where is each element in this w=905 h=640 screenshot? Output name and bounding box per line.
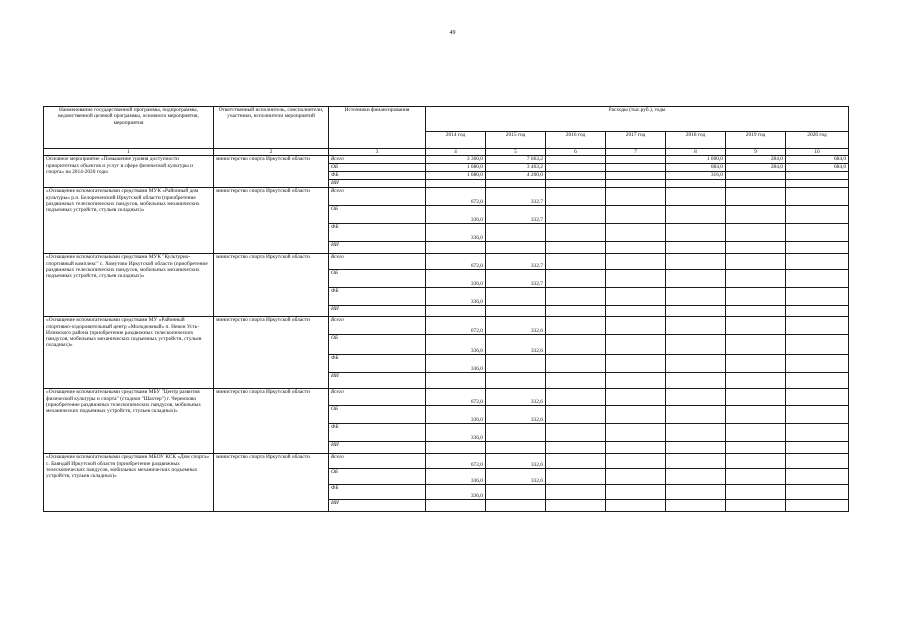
expense-value	[726, 270, 786, 288]
expense-value	[606, 500, 666, 512]
expense-value: 672,0	[426, 188, 486, 206]
expense-value	[666, 424, 726, 442]
header-executor: Ответственный исполнитель, соисполнители, участники, исполнители мероприятий	[214, 107, 329, 149]
funding-source: ОБ	[329, 469, 426, 485]
funding-source: ФБ	[329, 224, 426, 242]
funding-source: ИИ	[329, 242, 426, 254]
activity-executor: министерство спорта Иркутской области	[214, 454, 329, 512]
expense-value: 336,0	[426, 469, 486, 485]
expense-value: 336,0	[426, 406, 486, 424]
expense-value	[666, 242, 726, 254]
expense-value	[606, 172, 666, 180]
expense-value	[546, 224, 606, 242]
expense-value: 7 663,2	[486, 156, 546, 164]
expense-value	[726, 335, 786, 355]
activity-name: «Оснащение вспомогательными средствами МУК "Культурно-спортивный комплекс" с. Хомутово Иркутской области (приобретение раздвижных телескопических пандусов, мобильных механических подъемных устройств, стульев складных)»	[44, 254, 214, 317]
column-number: 6	[546, 149, 606, 156]
activity-executor: министерство спорта Иркутской области	[214, 156, 329, 188]
activity-executor: министерство спорта Иркутской области	[214, 317, 329, 389]
expense-value	[486, 242, 546, 254]
expense-value: 3 360,0	[426, 156, 486, 164]
expense-value	[546, 156, 606, 164]
expense-value: 332,6	[486, 454, 546, 469]
funding-source: ФБ	[329, 424, 426, 442]
expense-value: 336,0	[426, 355, 486, 373]
expense-value: 332,6	[486, 406, 546, 424]
expense-value	[486, 424, 546, 442]
activity-executor: министерство спорта Иркутской области	[214, 389, 329, 454]
funding-source: ОБ	[329, 270, 426, 288]
funding-source: Всего	[329, 454, 426, 469]
expense-value: 332,6	[486, 389, 546, 406]
expense-value	[426, 373, 486, 389]
expense-value	[486, 224, 546, 242]
expense-value	[426, 306, 486, 317]
funding-source: ОБ	[329, 206, 426, 224]
expense-value	[786, 317, 849, 335]
expense-value	[606, 206, 666, 224]
expense-value	[546, 206, 606, 224]
activity-name: «Оснащение вспомогательными средствами МУК «Районный дом культуры» р.п. Белореченский Иркутской области (приобретение раздвижных телескопических пандусов, мобильных механических подъемных устройств, стульев складных)»	[44, 188, 214, 254]
funding-source: ФБ	[329, 288, 426, 306]
expense-value	[606, 242, 666, 254]
expense-value	[666, 406, 726, 424]
activity-executor: министерство спорта Иркутской области	[214, 254, 329, 317]
expense-value: 672,0	[426, 454, 486, 469]
expense-value	[546, 254, 606, 270]
expense-value: 1 000,0	[666, 156, 726, 164]
column-number: 3	[329, 149, 426, 156]
expense-value	[486, 500, 546, 512]
expense-value	[786, 335, 849, 355]
expense-value	[726, 306, 786, 317]
expense-value	[546, 485, 606, 500]
expense-value	[786, 180, 849, 188]
expense-value	[426, 242, 486, 254]
expense-value	[546, 469, 606, 485]
expense-value: 336,0	[426, 206, 486, 224]
expense-value	[786, 389, 849, 406]
funding-source: Всего	[329, 317, 426, 335]
column-number: 2	[214, 149, 329, 156]
expense-value: 672,0	[426, 317, 486, 335]
column-number: 8	[666, 149, 726, 156]
expense-value	[606, 188, 666, 206]
expense-value	[666, 485, 726, 500]
expense-value	[546, 188, 606, 206]
expense-value	[486, 373, 546, 389]
header-year: 2019 год	[726, 132, 786, 149]
funding-source: ОБ	[329, 406, 426, 424]
expense-value	[726, 389, 786, 406]
activity-name: «Оснащение вспомогательными средствами МУ «Районный спортивно-оздоровительный центр «Молодежный» п. Невон Усть-Илимского района (приобретение раздвижных телескопических пандусов, мобильных механических подъемных устройств, стульев складных)»	[44, 317, 214, 389]
funding-source: ИИ	[329, 180, 426, 188]
expense-value: 336,0	[426, 288, 486, 306]
expense-value	[606, 469, 666, 485]
activity-executor: министерство спорта Иркутской области	[214, 188, 329, 254]
expense-value	[606, 389, 666, 406]
expense-value	[726, 424, 786, 442]
activity-name: Основное мероприятие «Повышение уровня доступности приоритетных объектов и услуг в сфере физической культуры и спорта» на 2014-2020 годы	[44, 156, 214, 188]
expense-value	[546, 454, 606, 469]
expense-value	[486, 355, 546, 373]
expense-value	[546, 172, 606, 180]
column-number: 9	[726, 149, 786, 156]
expense-value	[786, 500, 849, 512]
expense-value	[546, 355, 606, 373]
expense-value: 3 463,2	[486, 164, 546, 172]
expense-value	[546, 164, 606, 172]
expense-value	[666, 180, 726, 188]
expense-value	[606, 180, 666, 188]
expense-value	[666, 270, 726, 288]
expense-value	[666, 224, 726, 242]
expense-value	[666, 335, 726, 355]
expense-value	[726, 373, 786, 389]
expense-value	[486, 306, 546, 317]
expense-value	[666, 442, 726, 454]
expense-value	[486, 485, 546, 500]
expense-value	[546, 288, 606, 306]
table-row	[44, 317, 849, 335]
expense-value	[666, 254, 726, 270]
expense-value	[426, 500, 486, 512]
expense-value	[726, 188, 786, 206]
expense-value	[486, 180, 546, 188]
table-row	[44, 389, 849, 406]
expense-value	[726, 172, 786, 180]
expense-value: 1 680,0	[426, 164, 486, 172]
expense-value	[786, 306, 849, 317]
expense-value	[786, 469, 849, 485]
expense-value	[726, 317, 786, 335]
expense-value	[666, 206, 726, 224]
expense-value	[606, 270, 666, 288]
expense-value	[786, 485, 849, 500]
header-year: 2017 год	[606, 132, 666, 149]
expense-value: 316,0	[666, 172, 726, 180]
expense-value: 336,0	[426, 270, 486, 288]
expense-value	[546, 317, 606, 335]
column-number: 5	[486, 149, 546, 156]
expense-value	[666, 454, 726, 469]
expense-value	[786, 355, 849, 373]
expense-value	[546, 424, 606, 442]
table-row	[44, 454, 849, 469]
expense-value: 332,7	[486, 188, 546, 206]
expense-value	[666, 469, 726, 485]
expense-value	[786, 242, 849, 254]
expense-value	[606, 288, 666, 306]
expense-value: 284,0	[726, 164, 786, 172]
expense-value: 332,6	[486, 317, 546, 335]
expense-value	[666, 288, 726, 306]
expense-value	[426, 442, 486, 454]
expense-value	[786, 172, 849, 180]
header-name: Наименование государственной программы, подпрограммы, ведомственной целевой программы, основного мероприятия, мероприятия	[44, 107, 214, 149]
column-number: 4	[426, 149, 486, 156]
funding-source: Всего	[329, 389, 426, 406]
expense-value	[546, 406, 606, 424]
expense-value	[726, 180, 786, 188]
expense-value	[666, 355, 726, 373]
header-year: 2018 год	[666, 132, 726, 149]
expense-value	[606, 254, 666, 270]
expense-value: 336,0	[426, 424, 486, 442]
expense-value	[786, 270, 849, 288]
expense-value	[666, 500, 726, 512]
expense-value	[546, 180, 606, 188]
column-number: 10	[786, 149, 849, 156]
expense-value	[486, 442, 546, 454]
expense-value	[786, 288, 849, 306]
expense-value	[546, 500, 606, 512]
expense-value	[726, 224, 786, 242]
expense-value: 332,6	[486, 335, 546, 355]
expense-value	[606, 454, 666, 469]
expense-value: 672,0	[426, 389, 486, 406]
funding-source: ИИ	[329, 442, 426, 454]
expense-value	[606, 335, 666, 355]
budget-table	[43, 106, 849, 512]
expense-value	[486, 288, 546, 306]
expense-value	[726, 254, 786, 270]
funding-source: ИИ	[329, 373, 426, 389]
expense-value: 284,0	[726, 156, 786, 164]
expense-value	[606, 224, 666, 242]
header-year: 2015 год	[486, 132, 546, 149]
page-number: 49	[449, 30, 456, 36]
header-source: Источники финансирования	[329, 107, 426, 149]
column-number: 1	[44, 149, 214, 156]
expense-value: 336,0	[426, 335, 486, 355]
header-year: 2014 год	[426, 132, 486, 149]
expense-value	[546, 242, 606, 254]
expense-value	[726, 406, 786, 424]
header-year: 2020 год	[786, 132, 849, 149]
expense-value	[666, 373, 726, 389]
expense-value: 332,7	[486, 254, 546, 270]
expense-value	[606, 306, 666, 317]
expense-value	[726, 288, 786, 306]
expense-value	[786, 224, 849, 242]
funding-source: ИИ	[329, 306, 426, 317]
expense-value	[726, 500, 786, 512]
expense-value: 684,0	[786, 156, 849, 164]
funding-source: Всего	[329, 254, 426, 270]
expense-value	[666, 306, 726, 317]
expense-value: 332,6	[486, 469, 546, 485]
activity-name: «Оснащение вспомогательными средствами МБУ "Центр развития физической культуры и спорта" (стадион "Шахтер") г. Черемхово (приобретение раздвижных телескопических пандусов, мобильных механических подъемных устройств, стульев складных)»	[44, 389, 214, 454]
funding-source: ФБ	[329, 485, 426, 500]
expense-value	[546, 335, 606, 355]
expense-value: 684,0	[786, 164, 849, 172]
expense-value: 4 200,0	[486, 172, 546, 180]
expense-value	[726, 454, 786, 469]
funding-source: ОБ	[329, 335, 426, 355]
funding-source: ИИ	[329, 500, 426, 512]
funding-source: ФБ	[329, 355, 426, 373]
expense-value	[606, 164, 666, 172]
expense-value	[786, 424, 849, 442]
header-expenses: Расходы (тыс.руб.), годы	[426, 107, 849, 132]
expense-value	[786, 454, 849, 469]
expense-value	[666, 188, 726, 206]
expense-value	[606, 373, 666, 389]
expense-value	[666, 389, 726, 406]
expense-value	[726, 206, 786, 224]
expense-value: 332,7	[486, 270, 546, 288]
expense-value: 336,0	[426, 224, 486, 242]
funding-source: ОБ	[329, 164, 426, 172]
expense-value	[726, 469, 786, 485]
funding-source: Всего	[329, 156, 426, 164]
funding-source: Всего	[329, 188, 426, 206]
expense-value	[606, 424, 666, 442]
expense-value	[546, 270, 606, 288]
expense-value	[546, 306, 606, 317]
expense-value: 332,7	[486, 206, 546, 224]
expense-value	[426, 180, 486, 188]
expense-value	[786, 442, 849, 454]
expense-value	[606, 406, 666, 424]
table-row	[44, 254, 849, 270]
expense-value	[726, 242, 786, 254]
table-row	[44, 188, 849, 206]
expense-value	[726, 355, 786, 373]
expense-value	[606, 485, 666, 500]
table-row	[44, 156, 849, 164]
activity-name: «Оснащение вспомогательными средствами МБОУ КСК «Дом спорта» с. Баяндай Иркутской области (приобретение раздвижных телескопических пандусов, мобильных механических подъемных устройств, стульев складных)»	[44, 454, 214, 512]
expense-value: 1 680,0	[426, 172, 486, 180]
expense-value	[726, 485, 786, 500]
expense-value	[606, 317, 666, 335]
expense-value	[786, 206, 849, 224]
header-year: 2016 год	[546, 132, 606, 149]
expense-value	[786, 254, 849, 270]
expense-value	[666, 317, 726, 335]
expense-value	[546, 389, 606, 406]
expense-value: 672,0	[426, 254, 486, 270]
expense-value	[786, 188, 849, 206]
expense-value	[786, 406, 849, 424]
expense-value	[606, 355, 666, 373]
expense-value	[546, 373, 606, 389]
expense-value	[606, 442, 666, 454]
expense-value	[786, 373, 849, 389]
column-number: 7	[606, 149, 666, 156]
expense-value: 336,0	[426, 485, 486, 500]
expense-value	[606, 156, 666, 164]
expense-value: 684,0	[666, 164, 726, 172]
funding-source: ФБ	[329, 172, 426, 180]
expense-value	[546, 442, 606, 454]
expense-value	[726, 442, 786, 454]
